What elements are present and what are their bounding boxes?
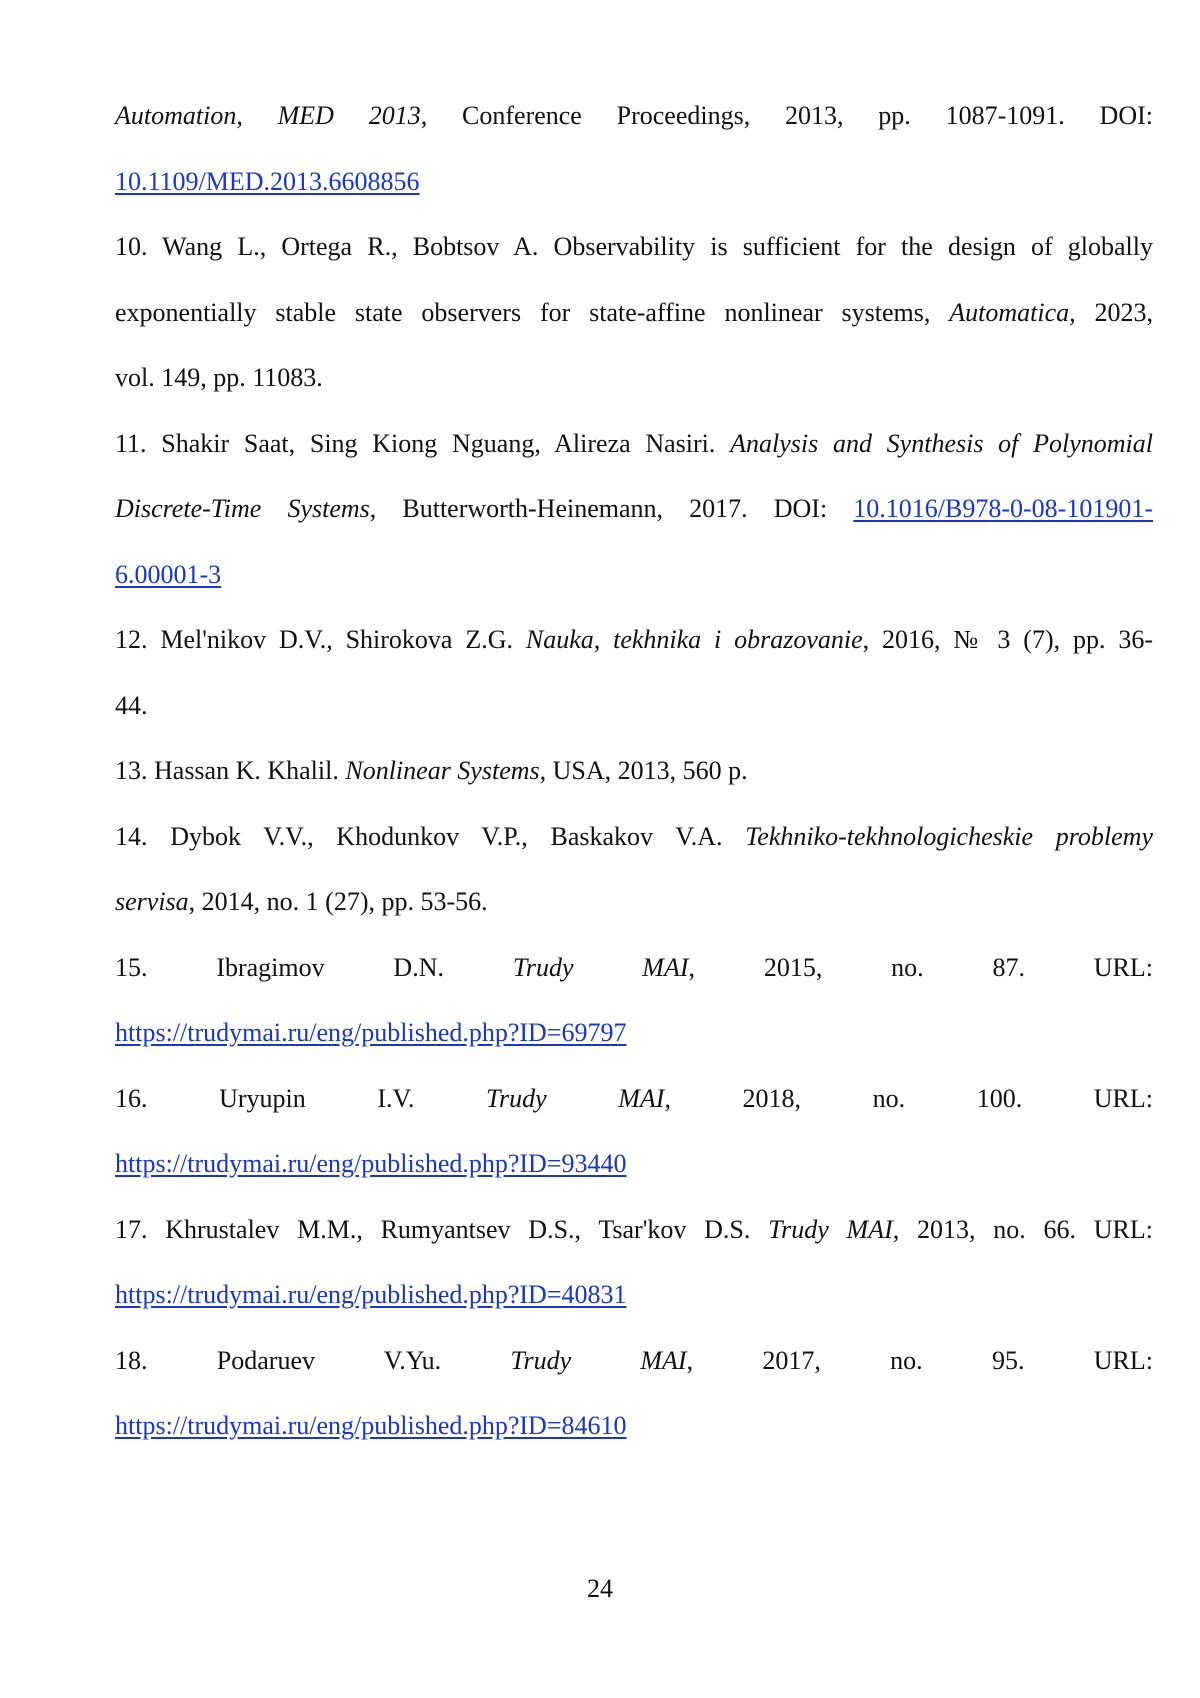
reference-list <box>115 100 1153 1476</box>
reference-text: 18. Podaruev V.Yu. <box>115 1345 511 1375</box>
reference-text: , USA, 2013, 560 p. <box>539 756 748 785</box>
reference-text: exponentially stable state observers for state-affine nonlinear systems, <box>115 297 950 327</box>
italic-text: Analysis and Synthesis of Polynomial <box>730 428 1153 458</box>
reference-text: 44. <box>115 690 148 720</box>
reference-line <box>115 428 1153 460</box>
italic-text: Discrete-Time Systems <box>115 494 370 523</box>
reference-line <box>115 690 1153 722</box>
reference-line <box>115 559 1153 591</box>
reference-line <box>115 1410 1153 1442</box>
reference-text: 13. Hassan K. Khalil. <box>115 756 346 785</box>
italic-text: Nonlinear Systems <box>345 756 540 785</box>
italic-text: Automatica, <box>949 297 1076 327</box>
reference-text: 14. Dybok V.V., Khodunkov V.P., Baskakov V.A. <box>115 821 746 851</box>
italic-text: servisa <box>115 887 189 916</box>
reference-line <box>115 1017 1153 1049</box>
reference-line <box>115 100 1153 132</box>
reference-text: 2023, <box>1075 297 1153 327</box>
reference-line <box>115 297 1153 329</box>
reference-line <box>115 755 1153 787</box>
reference-text: vol. 149, pp. 11083. <box>115 363 323 392</box>
italic-text: Trudy MAI <box>768 1214 893 1244</box>
reference-entry <box>115 624 1153 722</box>
reference-text: , 2016, № 3 (7), pp. 36- <box>862 625 1154 654</box>
doi-url-link[interactable]: https://trudymai.ru/eng/published.php?ID=40831 <box>115 1280 627 1309</box>
reference-line <box>115 952 1153 984</box>
reference-entry <box>115 1345 1153 1443</box>
reference-entry <box>115 428 1153 591</box>
italic-text: Trudy MAI <box>485 1083 665 1113</box>
reference-line <box>115 624 1153 656</box>
reference-entry <box>115 821 1153 919</box>
doi-url-link[interactable]: https://trudymai.ru/eng/published.php?ID=69797 <box>115 1018 627 1047</box>
reference-text: , 2018, no. 100. URL: <box>664 1083 1153 1113</box>
reference-text: , 2013, no. 66. URL: <box>892 1214 1153 1244</box>
italic-text: Nauka, tekhnika i obrazovanie <box>525 625 863 654</box>
doi-url-link[interactable]: 10.1016/B978-0-08-101901- <box>853 494 1153 523</box>
reference-line <box>115 231 1153 263</box>
reference-text: 17. Khrustalev M.M., Rumyantsev D.S., Tsar'kov D.S. <box>115 1214 769 1244</box>
reference-line <box>115 493 1153 525</box>
reference-entry <box>115 1083 1153 1181</box>
reference-entry <box>115 755 1153 787</box>
reference-text: 10. Wang L., Ortega R., Bobtsov A. Observability is sufficient for the design of globally <box>115 232 1153 261</box>
reference-line <box>115 1083 1153 1115</box>
italic-text: Trudy MAI <box>512 952 689 982</box>
doi-url-link[interactable]: https://trudymai.ru/eng/published.php?ID=84610 <box>115 1411 627 1440</box>
doi-url-link[interactable]: 10.1109/MED.2013.6608856 <box>115 166 420 196</box>
doi-url-link[interactable]: 6.00001-3 <box>115 559 222 589</box>
reference-text: 11. Shakir Saat, Sing Kiong Nguang, Alireza Nasiri. <box>115 428 731 458</box>
italic-text: Automation, MED 2013, <box>115 101 428 130</box>
reference-entry <box>115 231 1153 394</box>
doi-url-link[interactable]: https://trudymai.ru/eng/published.php?ID=93440 <box>115 1149 627 1178</box>
reference-line <box>115 821 1153 853</box>
reference-line <box>115 886 1153 918</box>
reference-text: 12. Mel'nikov D.V., Shirokova Z.G. <box>115 625 526 654</box>
reference-text: , 2014, no. 1 (27), pp. 53-56. <box>188 887 488 916</box>
reference-text: 15. Ibragimov D.N. <box>115 952 513 982</box>
italic-text: Trudy MAI <box>510 1345 687 1375</box>
reference-text: , 2017, no. 95. URL: <box>686 1345 1153 1375</box>
reference-line <box>115 1148 1153 1180</box>
reference-line <box>115 362 1153 394</box>
reference-text: Conference Proceedings, 2013, pp. 1087-1091. DOI: <box>427 101 1153 130</box>
reference-line <box>115 1214 1153 1246</box>
reference-entry <box>115 1214 1153 1312</box>
reference-text: 16. Uryupin I.V. <box>115 1083 486 1113</box>
reference-text: , Butterworth-Heinemann, 2017. DOI: <box>369 494 854 523</box>
reference-entry <box>115 952 1153 1050</box>
page-number: 24 <box>587 1574 613 1603</box>
reference-entry <box>115 100 1153 198</box>
reference-line <box>115 166 1153 198</box>
reference-text: , 2015, no. 87. URL: <box>688 952 1153 982</box>
reference-line <box>115 1345 1153 1377</box>
italic-text: Tekhniko-tekhnologicheskie problemy <box>745 821 1153 851</box>
reference-line <box>115 1279 1153 1311</box>
